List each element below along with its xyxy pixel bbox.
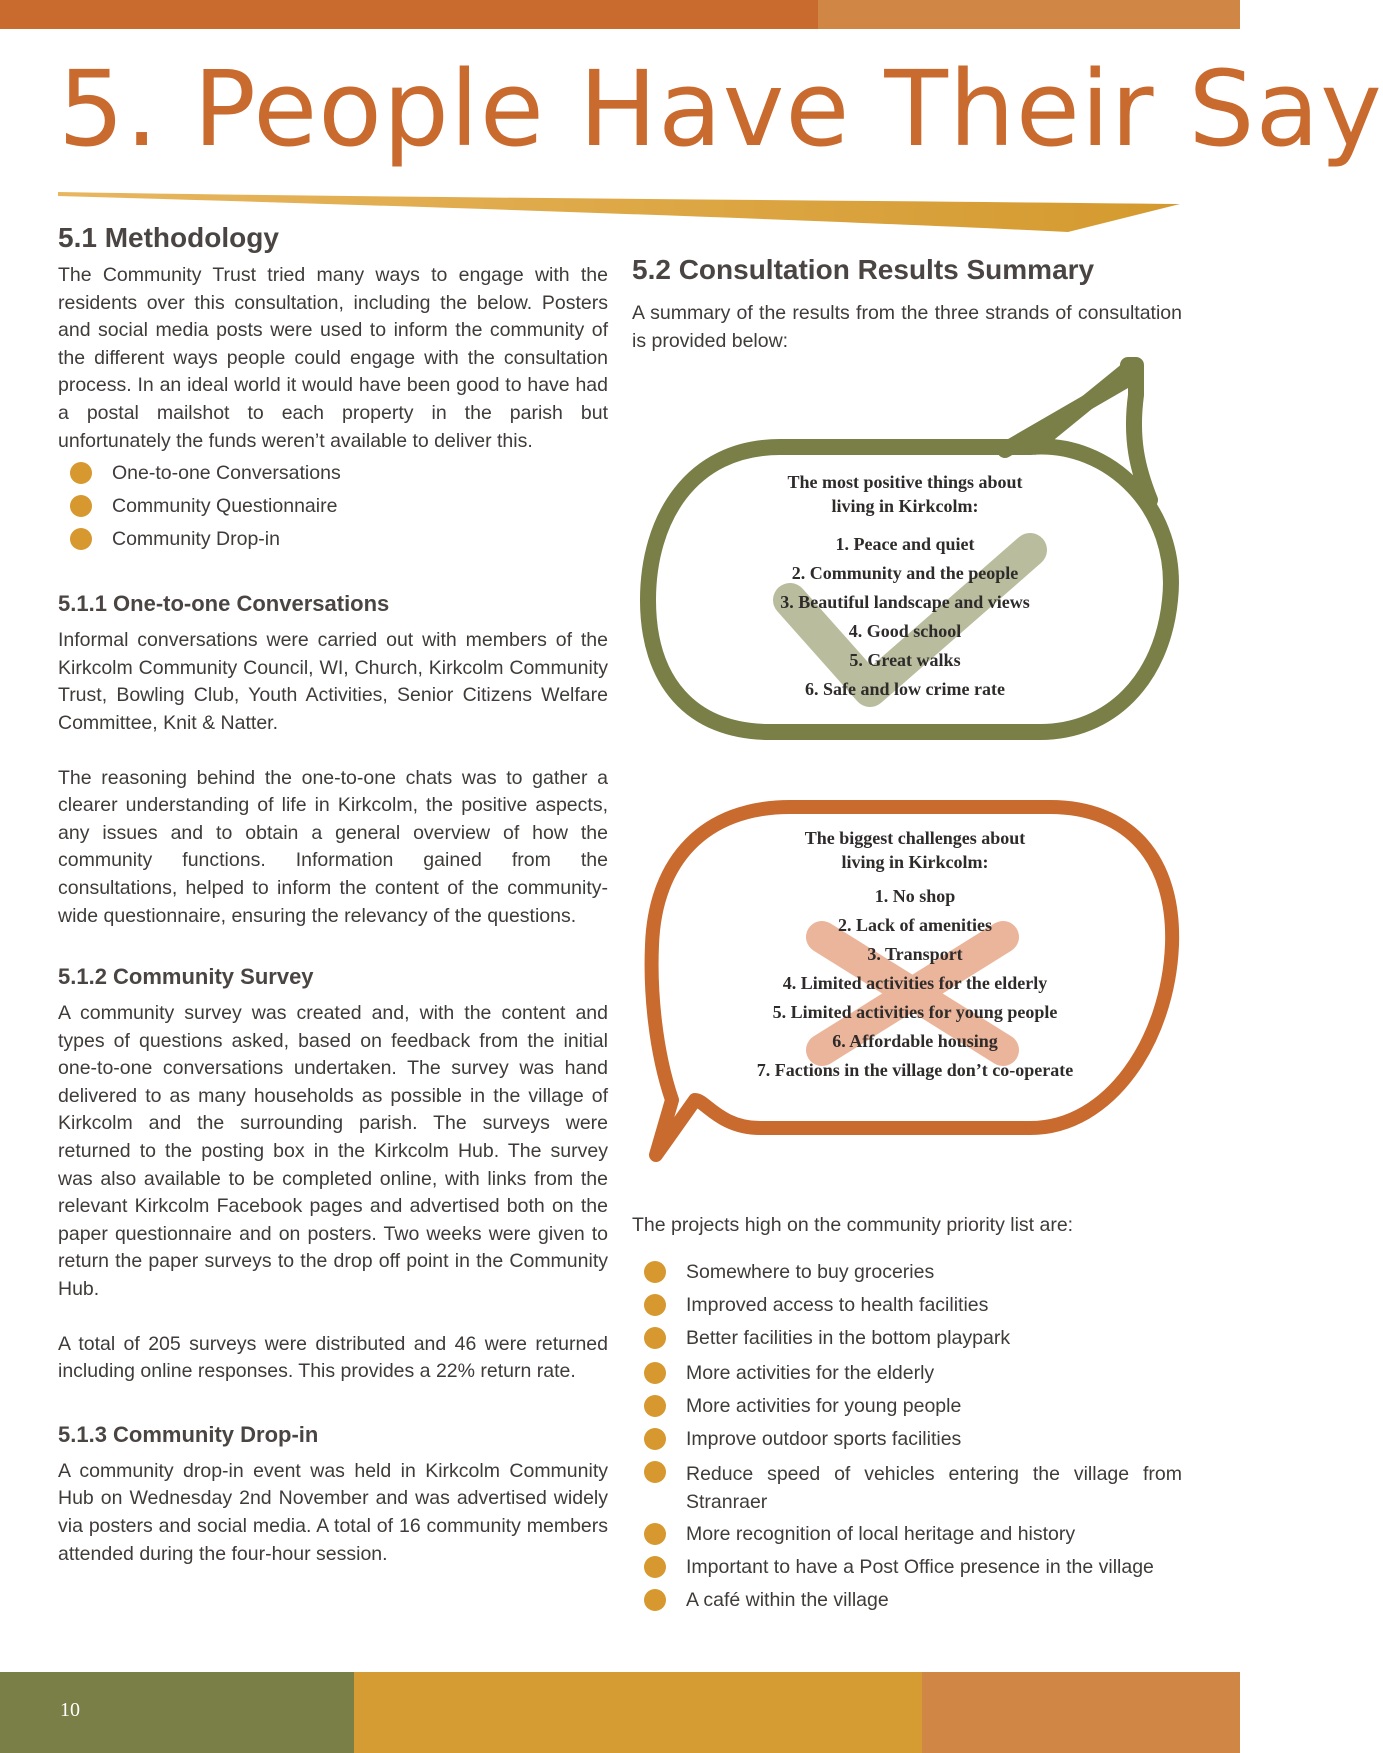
list-item: More activities for young people xyxy=(632,1394,1192,1418)
list-item: Improved access to health facilities xyxy=(632,1293,1192,1317)
list-item: 4. Limited activities for the elderly xyxy=(782,973,1048,993)
page-number: 10 xyxy=(60,1699,80,1721)
bullet-dot-icon xyxy=(644,1589,666,1611)
list-item: 7. Factions in the village don’t co-operate xyxy=(756,1060,1074,1080)
footer-bar xyxy=(0,1672,1240,1753)
challenges-title-line-1: The biggest challenges about xyxy=(804,828,1026,848)
dropin-heading: 5.1.3 Community Drop-in xyxy=(58,1421,319,1447)
list-item: Better facilities in the bottom playpark xyxy=(632,1326,1192,1350)
bullet-dot-icon xyxy=(644,1294,666,1316)
list-item: 2. Lack of amenities xyxy=(838,915,992,935)
footer-olive-block xyxy=(0,1672,354,1753)
list-item: 2. Community and the people xyxy=(791,563,1019,583)
list-item: Community Drop-in xyxy=(58,527,608,551)
footer-gold-block xyxy=(354,1672,922,1753)
list-item: Somewhere to buy groceries xyxy=(632,1260,1192,1284)
list-item: 1. No shop xyxy=(874,886,956,906)
list-item: One-to-one Conversations xyxy=(58,461,608,485)
bullet-dot-icon xyxy=(644,1261,666,1283)
list-item: A café within the village xyxy=(632,1588,1192,1612)
priority-intro: The projects high on the community priority list are: xyxy=(632,1214,1074,1236)
positive-list xyxy=(700,470,1110,704)
list-item: 3. Transport xyxy=(867,944,963,964)
list-item: Improve outdoor sports facilities xyxy=(632,1427,1192,1451)
one-to-one-para-2: The reasoning behind the one-to-one chats was to gather a clearer understanding of life in Kirkcolm, the positive aspects, any issues and to obtain a general overview of how the community functions. Information gained from the consultations, helped to inform the content of the community-wide questionnaire, ensuring the relevancy of the questions. xyxy=(58,766,608,927)
priority-section xyxy=(632,1212,1192,1612)
survey-para-2: A total of 205 surveys were distributed and 46 were returned including online responses. This provides a 22% return rate. xyxy=(58,1332,608,1383)
list-item: 4. Good school xyxy=(848,621,962,641)
bullet-dot-icon xyxy=(644,1428,666,1450)
list-item: 1. Peace and quiet xyxy=(835,534,975,554)
footer-orange-block xyxy=(922,1672,1240,1753)
methodology-heading: 5.1 Methodology xyxy=(58,222,279,253)
bullet-dot-icon xyxy=(644,1523,666,1545)
list-item: More activities for the elderly xyxy=(632,1361,1192,1385)
bullet-dot-icon xyxy=(644,1395,666,1417)
list-item: Reduce speed of vehicles entering the village from Stranraer xyxy=(632,1460,1192,1516)
survey-para-1: A community survey was created and, with the content and types of questions asked, based on feedback from the initial one-to-one conversations undertaken. The survey was hand delivered to as many households as possible in the village of Kirkcolm and the surrounding parish. The surveys were returned to the posting box in the Kirkcolm Hub. The survey was also available to be completed online, with links from the relevant Kirkcolm Facebook pages and advertised both on the paper questionnaire and on posters. Two weeks were given to return the paper surveys to the drop off point in the Community Hub. xyxy=(58,1002,608,1301)
positive-title-line-2: living in Kirkcolm: xyxy=(831,496,979,516)
page-title: 5. People Have Their Say xyxy=(58,48,1383,170)
positive-title-line-1: The most positive things about xyxy=(787,472,1023,492)
bullet-dot-icon xyxy=(644,1461,666,1483)
challenges-title-line-2: living in Kirkcolm: xyxy=(841,852,989,872)
bullet-dot-icon xyxy=(644,1362,666,1384)
list-item: 3. Beautiful landscape and views xyxy=(780,592,1030,612)
priority-list xyxy=(632,1260,1192,1612)
results-heading: 5.2 Consultation Results Summary xyxy=(632,254,1095,285)
list-item: Community Questionnaire xyxy=(58,494,608,518)
list-item: 6. Safe and low crime rate xyxy=(805,679,1005,699)
list-item: 6. Affordable housing xyxy=(832,1031,998,1051)
one-to-one-para-1: Informal conversations were carried out with members of the Kirkcolm Community Council, WI, Church, Kirkcolm Community Trust, Bowling Club, Youth Activities, Senior Citizens Welfare Committee, Knit & Natter. xyxy=(58,629,608,734)
methodology-intro: The Community Trust tried many ways to engage with the residents over this consultation, including the below. Posters and social media posts were used to inform the community of the different ways people could engage with the consultation process. In an ideal world it would have been good to have had a postal mailshot to each property in the parish but unfortunately the funds weren’t available to deliver this. xyxy=(58,264,608,452)
list-item: Important to have a Post Office presence in the village xyxy=(632,1555,1192,1579)
one-to-one-heading: 5.1.1 One-to-one Conversations xyxy=(58,591,390,617)
bullet-dot-icon xyxy=(644,1556,666,1578)
survey-heading: 5.1.2 Community Survey xyxy=(58,964,314,990)
list-item: More recognition of local heritage and history xyxy=(632,1522,1192,1546)
dropin-para-1: A community drop-in event was held in Kirkcolm Community Hub on Wednesday 2nd November and was advertised widely via posters and social media. A total of 16 community members attended during the four-hour session. xyxy=(58,1459,608,1565)
list-item: 5. Great walks xyxy=(849,650,961,670)
challenges-list xyxy=(700,826,1130,1085)
list-item: 5. Limited activities for young people xyxy=(772,1002,1058,1022)
results-intro: A summary of the results from the three strands of consultation is provided below: xyxy=(632,302,1182,352)
bullet-dot-icon xyxy=(644,1327,666,1349)
